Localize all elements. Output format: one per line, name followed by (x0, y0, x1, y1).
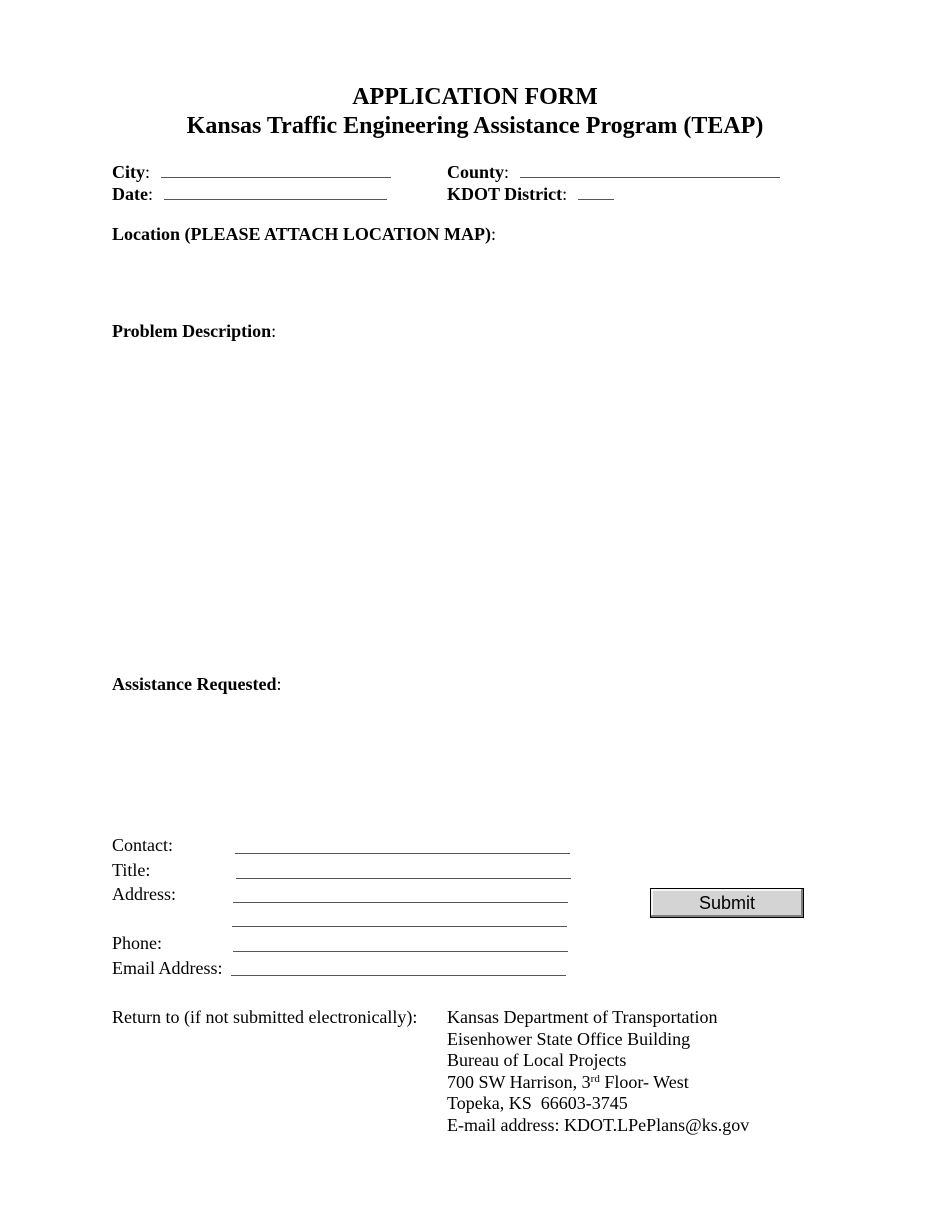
date-field[interactable] (164, 184, 387, 200)
city-label: City (112, 162, 145, 182)
title-label: Title: (112, 860, 151, 880)
district-row: KDOT District: (447, 184, 614, 205)
assistance-label: Assistance Requested (112, 674, 277, 694)
district-field[interactable] (578, 184, 614, 200)
location-label: Location (PLEASE ATTACH LOCATION MAP) (112, 224, 492, 244)
title-field[interactable] (236, 878, 571, 879)
phone-field[interactable] (233, 951, 568, 952)
date-row: Date: (112, 184, 387, 205)
address-label: Address: (112, 884, 176, 904)
assistance-section: Assistance Requested: (112, 674, 282, 694)
county-field[interactable] (520, 162, 780, 178)
address-field-line1[interactable] (233, 902, 568, 903)
return-to-label: Return to (if not submitted electronically): (112, 1007, 418, 1027)
address-field-line2[interactable] (232, 926, 567, 927)
address-line-3: Bureau of Local Projects (447, 1050, 627, 1070)
address-line-5: Topeka, KS 66603-3745 (447, 1093, 628, 1113)
district-label: KDOT District (447, 184, 563, 204)
city-field[interactable] (161, 162, 391, 178)
address-line-4: 700 SW Harrison, 3rd Floor- West (447, 1071, 689, 1092)
county-row: County: (447, 162, 780, 183)
date-label: Date (112, 184, 148, 204)
submit-button[interactable]: Submit (650, 888, 804, 918)
return-address (447, 1007, 749, 1136)
city-row: City: (112, 162, 391, 183)
contact-label: Contact: (112, 835, 173, 855)
problem-section: Problem Description: (112, 321, 277, 341)
form-title: APPLICATION FORM (352, 84, 598, 110)
email-label: Email Address: (112, 958, 223, 978)
form-subtitle: Kansas Traffic Engineering Assistance Program (TEAP) (186, 113, 764, 139)
phone-label: Phone: (112, 933, 163, 953)
county-label: County (447, 162, 505, 182)
problem-label: Problem Description (112, 321, 272, 341)
location-section: Location (PLEASE ATTACH LOCATION MAP): (112, 224, 497, 244)
address-line-2: Eisenhower State Office Building (447, 1028, 691, 1049)
address-line-6: E-mail address: KDOT.LPePlans@ks.gov (447, 1114, 750, 1135)
contact-field[interactable] (235, 853, 570, 854)
address-line-1: Kansas Department of Transportation (447, 1007, 718, 1027)
email-field[interactable] (231, 975, 566, 976)
